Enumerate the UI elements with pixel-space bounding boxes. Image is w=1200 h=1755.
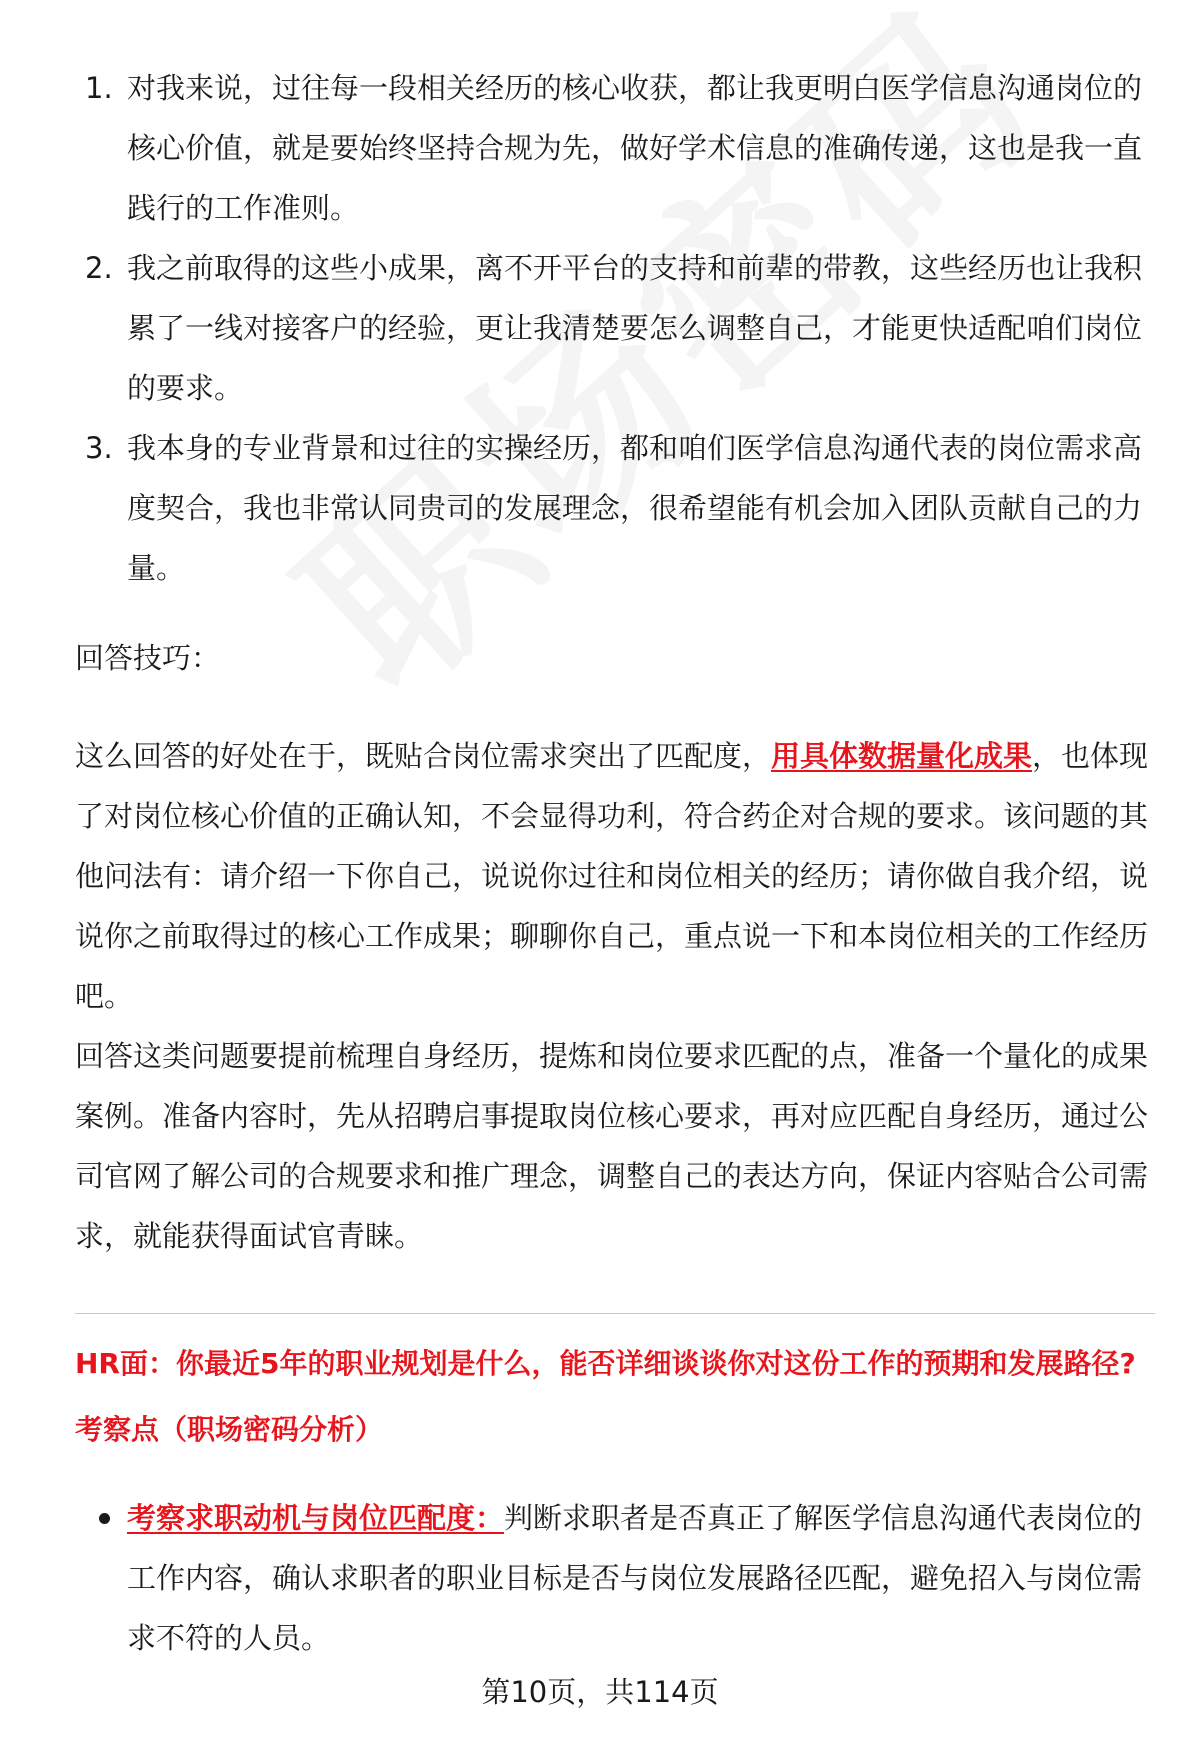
list-number: 3.	[85, 431, 113, 465]
list-number: 1.	[85, 71, 113, 105]
tips-label: 回答技巧：	[75, 641, 221, 675]
section-title: 考察点（职场密码分析）	[75, 1413, 384, 1446]
tips-text-before: 这么回答的好处在于，既贴合岗位需求突出了匹配度，	[75, 739, 772, 773]
page-footer: 第10页，共114页	[481, 1675, 719, 1709]
assessment-points-list	[75, 1488, 1155, 1668]
document-page	[75, 58, 1155, 1668]
bullet-dot-icon	[99, 1513, 110, 1524]
bullet-item	[75, 1488, 1155, 1668]
list-item	[75, 418, 1155, 598]
list-item-text: 我之前取得的这些小成果，离不开平台的支持和前辈的带教，这些经历也让我积累了一线对接客户的经验，更让我清楚要怎么调整自己，才能更快适配咱们岗位的要求。	[127, 251, 1143, 405]
bullet-text: 判断求职者是否真正了解医学信息沟通代表岗位的工作内容，确认求职者的职业目标是否与岗位发展路径匹配，避免招入与岗位需求不符的人员。	[127, 1501, 1143, 1655]
list-item-text: 我本身的专业背景和过往的实操经历，都和咱们医学信息沟通代表的岗位需求高度契合，我也非常认同贵司的发展理念，很希望能有机会加入团队贡献自己的力量。	[127, 431, 1143, 585]
list-item-text: 对我来说，过往每一段相关经历的核心收获，都让我更明白医学信息沟通岗位的核心价值，就是要始终坚持合规为先，做好学术信息的准确传递，这也是我一直践行的工作准则。	[127, 71, 1143, 225]
answer-points-list	[75, 58, 1155, 598]
bullet-label: 考察求职动机与岗位匹配度：	[127, 1501, 505, 1535]
section-divider	[75, 1313, 1155, 1314]
hr-question-heading: HR面：你最近5年的职业规划是什么，能否详细谈谈你对这份工作的预期和发展路径?	[75, 1347, 1136, 1380]
tips-paragraph-2: 回答这类问题要提前梳理自身经历，提炼和岗位要求匹配的点，准备一个量化的成果案例。准备内容时，先从招聘启事提取岗位核心要求，再对应匹配自身经历，通过公司官网了解公司的合规要求和推广理念，调整自己的表达方向，保证内容贴合公司需求，就能获得面试官青睐。	[75, 1039, 1149, 1253]
tips-text-after: ，也体现了对岗位核心价值的正确认知，不会显得功利，符合药企对合规的要求。该问题的其他问法有：请介绍一下你自己，说说你过往和岗位相关的经历；请你做自我介绍，说说你之前取得过的核心工作成果；聊聊你自己，重点说一下和本岗位相关的工作经历吧。	[75, 739, 1149, 1013]
tips-paragraph-1	[75, 726, 1155, 1026]
list-item	[75, 58, 1155, 238]
list-item	[75, 238, 1155, 418]
highlight-phrase: 用具体数据量化成果	[771, 739, 1033, 773]
list-number: 2.	[85, 251, 113, 285]
